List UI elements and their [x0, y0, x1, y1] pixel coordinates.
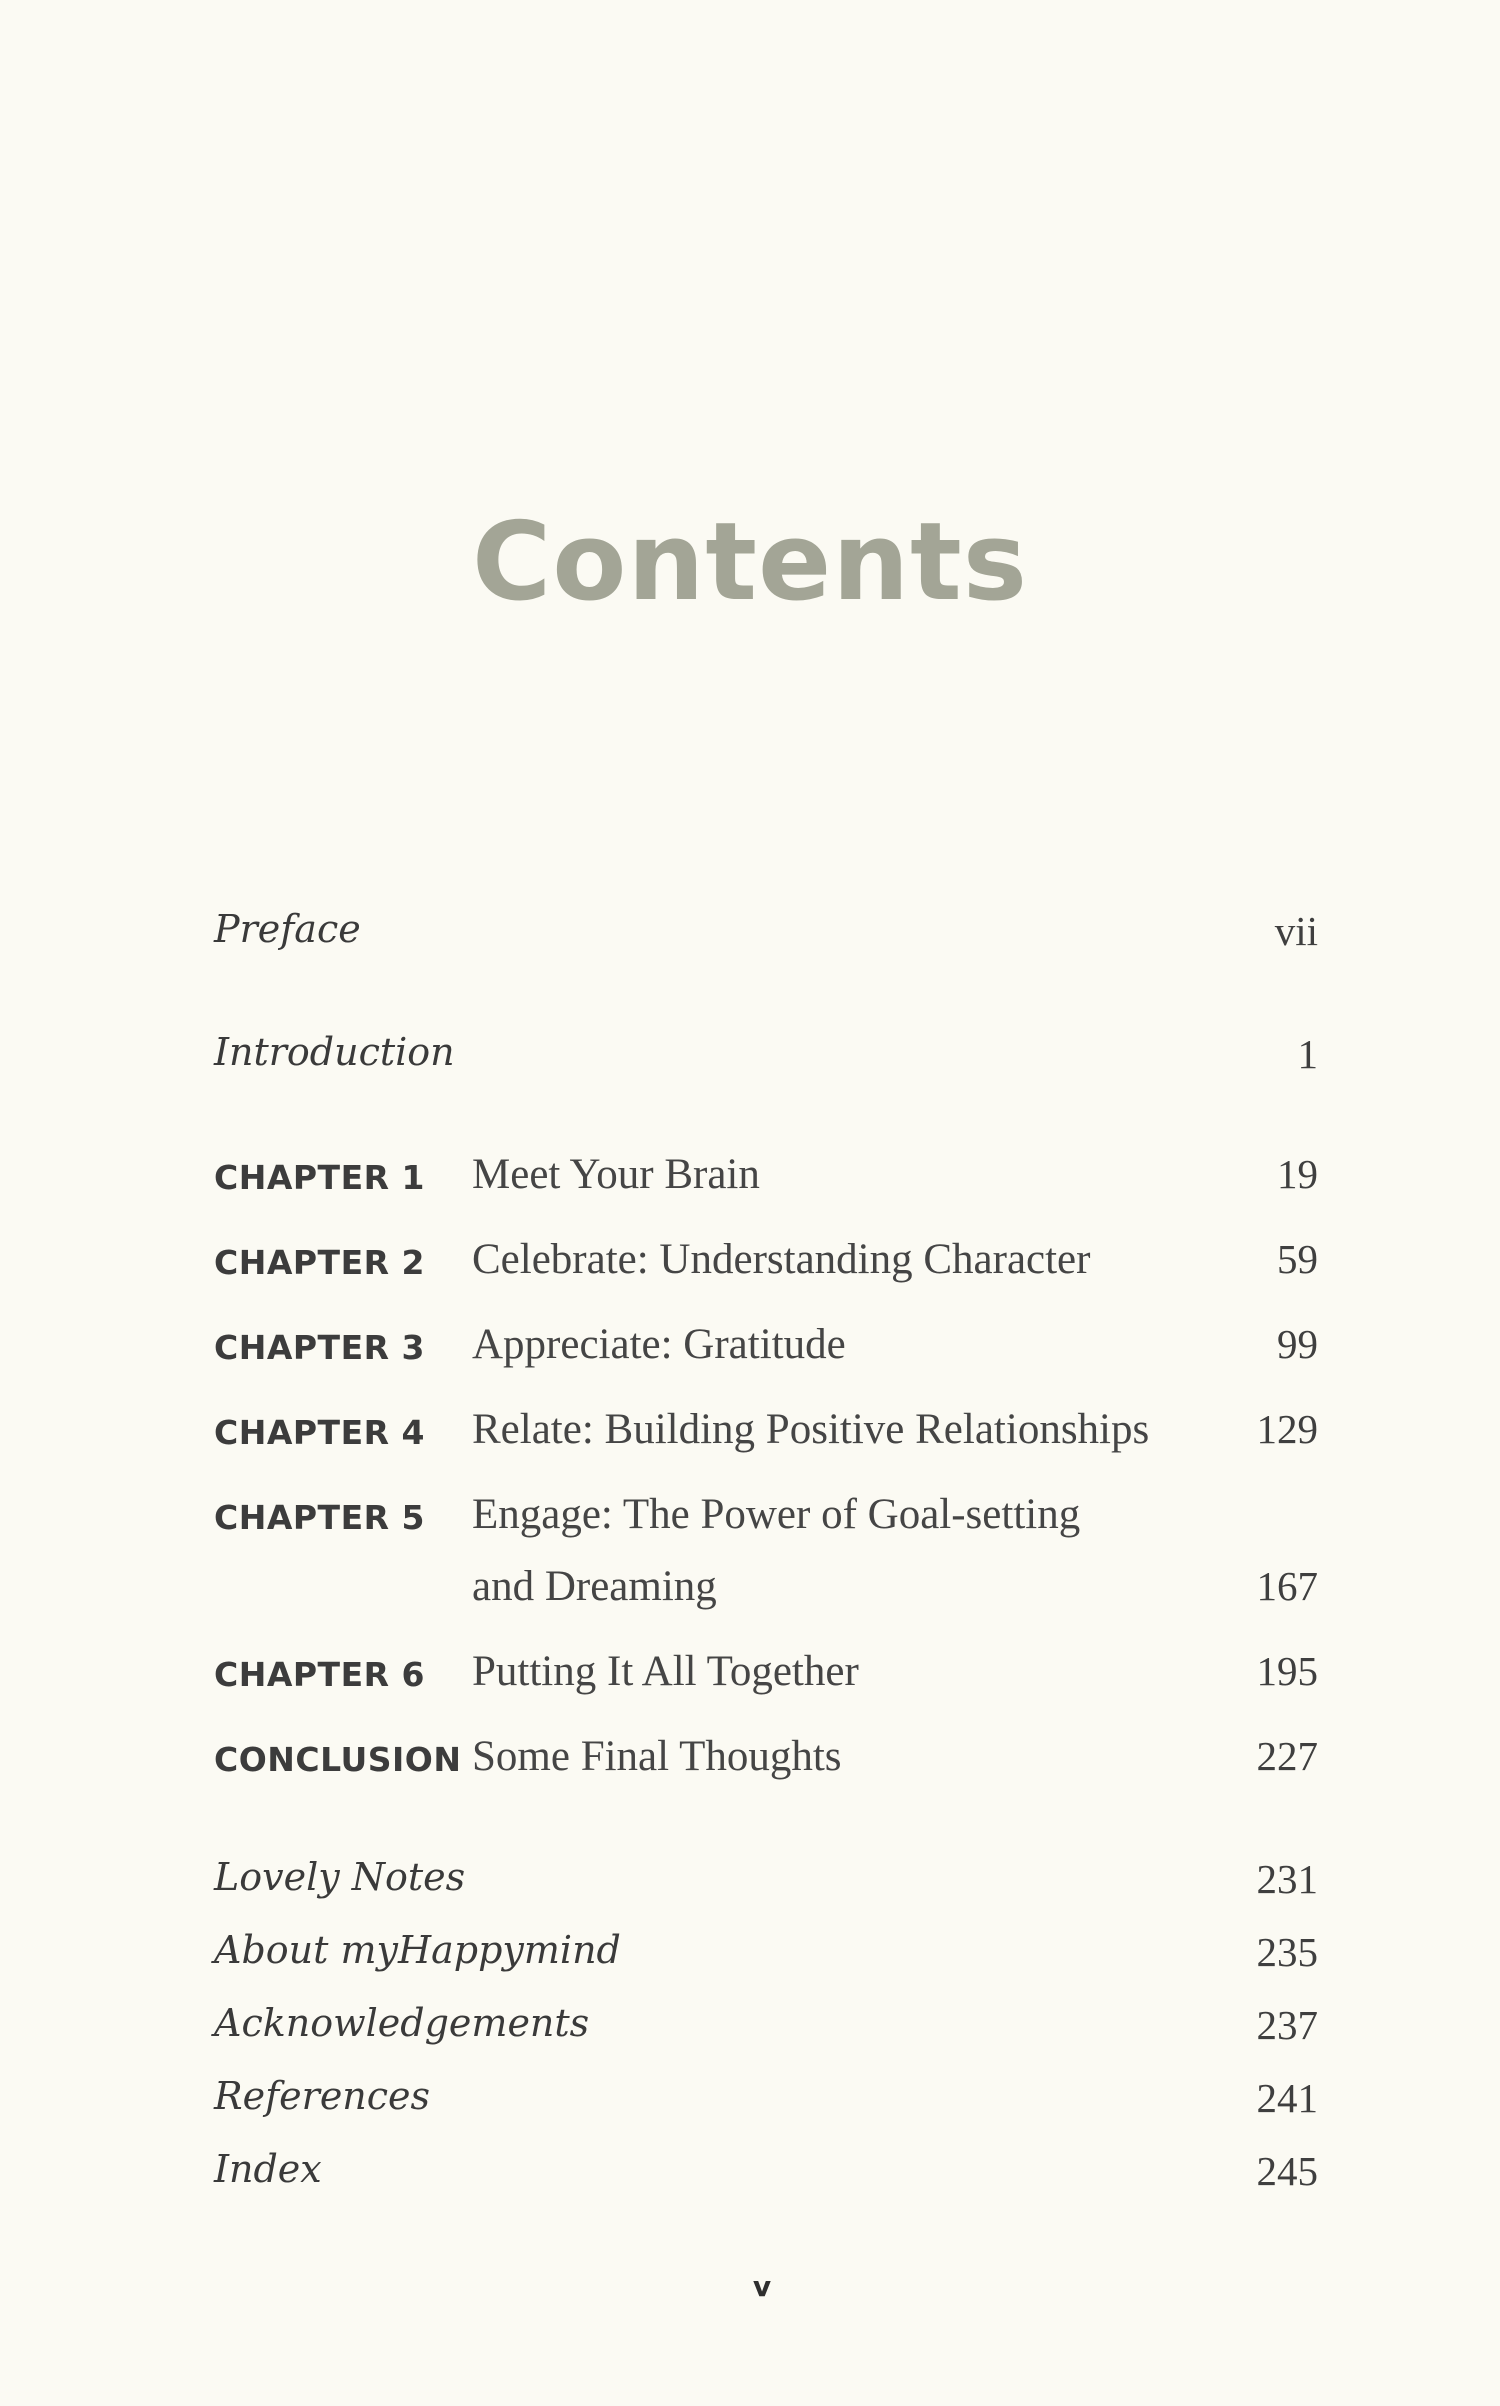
toc-page-number: 99	[1277, 1321, 1318, 1367]
toc-entry-chapter-2[interactable]	[214, 1235, 1318, 1295]
toc-entry-acknowledgements[interactable]	[214, 2001, 1318, 2061]
toc-entry-chapter-4[interactable]	[214, 1405, 1318, 1465]
toc-page-number: 195	[1256, 1648, 1318, 1694]
toc-page-number: 227	[1256, 1733, 1318, 1779]
toc-page-number: 245	[1256, 2148, 1318, 2194]
toc-page-number: 235	[1256, 1929, 1318, 1975]
toc-entry-chapter-1[interactable]	[214, 1150, 1318, 1210]
chapter-title: Meet Your Brain	[472, 1151, 760, 1198]
toc-entry-label: About myHappymind	[214, 1928, 621, 1972]
toc-entry-introduction[interactable]	[214, 1030, 1318, 1090]
toc-entry-index[interactable]	[214, 2147, 1318, 2207]
toc-page-number: 129	[1256, 1406, 1318, 1452]
toc-page-number: 1	[1297, 1031, 1318, 1077]
toc-page-number: 167	[1256, 1563, 1318, 1609]
toc-page-number: 19	[1277, 1151, 1318, 1197]
chapter-title: Engage: The Power of Goal-setting	[472, 1491, 1081, 1538]
chapter-label: CHAPTER 4	[214, 1413, 425, 1452]
table-of-contents	[214, 0, 1318, 2406]
toc-entry-chapter-6[interactable]	[214, 1647, 1318, 1707]
toc-page-number: 241	[1256, 2075, 1318, 2121]
toc-page-number: 59	[1277, 1236, 1318, 1282]
toc-entry-chapter-3[interactable]	[214, 1320, 1318, 1380]
chapter-title: Some Final Thoughts	[472, 1733, 842, 1780]
toc-entry-label: Preface	[214, 907, 361, 951]
toc-entry-label: Lovely Notes	[214, 1855, 466, 1899]
chapter-title: Appreciate: Gratitude	[472, 1321, 846, 1368]
chapter-title: Celebrate: Understanding Character	[472, 1236, 1091, 1283]
chapter-label: CHAPTER 1	[214, 1158, 425, 1197]
toc-page-number: vii	[1274, 908, 1318, 954]
toc-entry-references[interactable]	[214, 2074, 1318, 2134]
toc-entry-label: Introduction	[214, 1030, 455, 1074]
page-folio: v	[752, 2270, 772, 2303]
toc-entry-label: Index	[214, 2147, 322, 2191]
toc-entry-conclusion[interactable]	[214, 1732, 1318, 1792]
chapter-title: Putting It All Together	[472, 1648, 859, 1695]
chapter-label: CHAPTER 6	[214, 1655, 425, 1694]
page-title: Contents	[471, 500, 1028, 625]
toc-entry-chapter-5[interactable]	[214, 1490, 1318, 1622]
toc-entry-label: Acknowledgements	[214, 2001, 590, 2045]
toc-entry-label: References	[214, 2074, 431, 2118]
chapter-label: CHAPTER 3	[214, 1328, 425, 1367]
toc-entry-lovely-notes[interactable]	[214, 1855, 1318, 1915]
chapter-label: CHAPTER 2	[214, 1243, 425, 1282]
chapter-title: Relate: Building Positive Relationships	[472, 1406, 1150, 1453]
chapter-label: CONCLUSION	[214, 1740, 462, 1779]
toc-entry-about[interactable]	[214, 1928, 1318, 1988]
chapter-title-continued: and Dreaming	[472, 1563, 717, 1610]
toc-page-number: 231	[1256, 1856, 1318, 1902]
chapter-label: CHAPTER 5	[214, 1498, 425, 1537]
toc-entry-preface[interactable]	[214, 907, 1318, 967]
toc-page-number: 237	[1256, 2002, 1318, 2048]
